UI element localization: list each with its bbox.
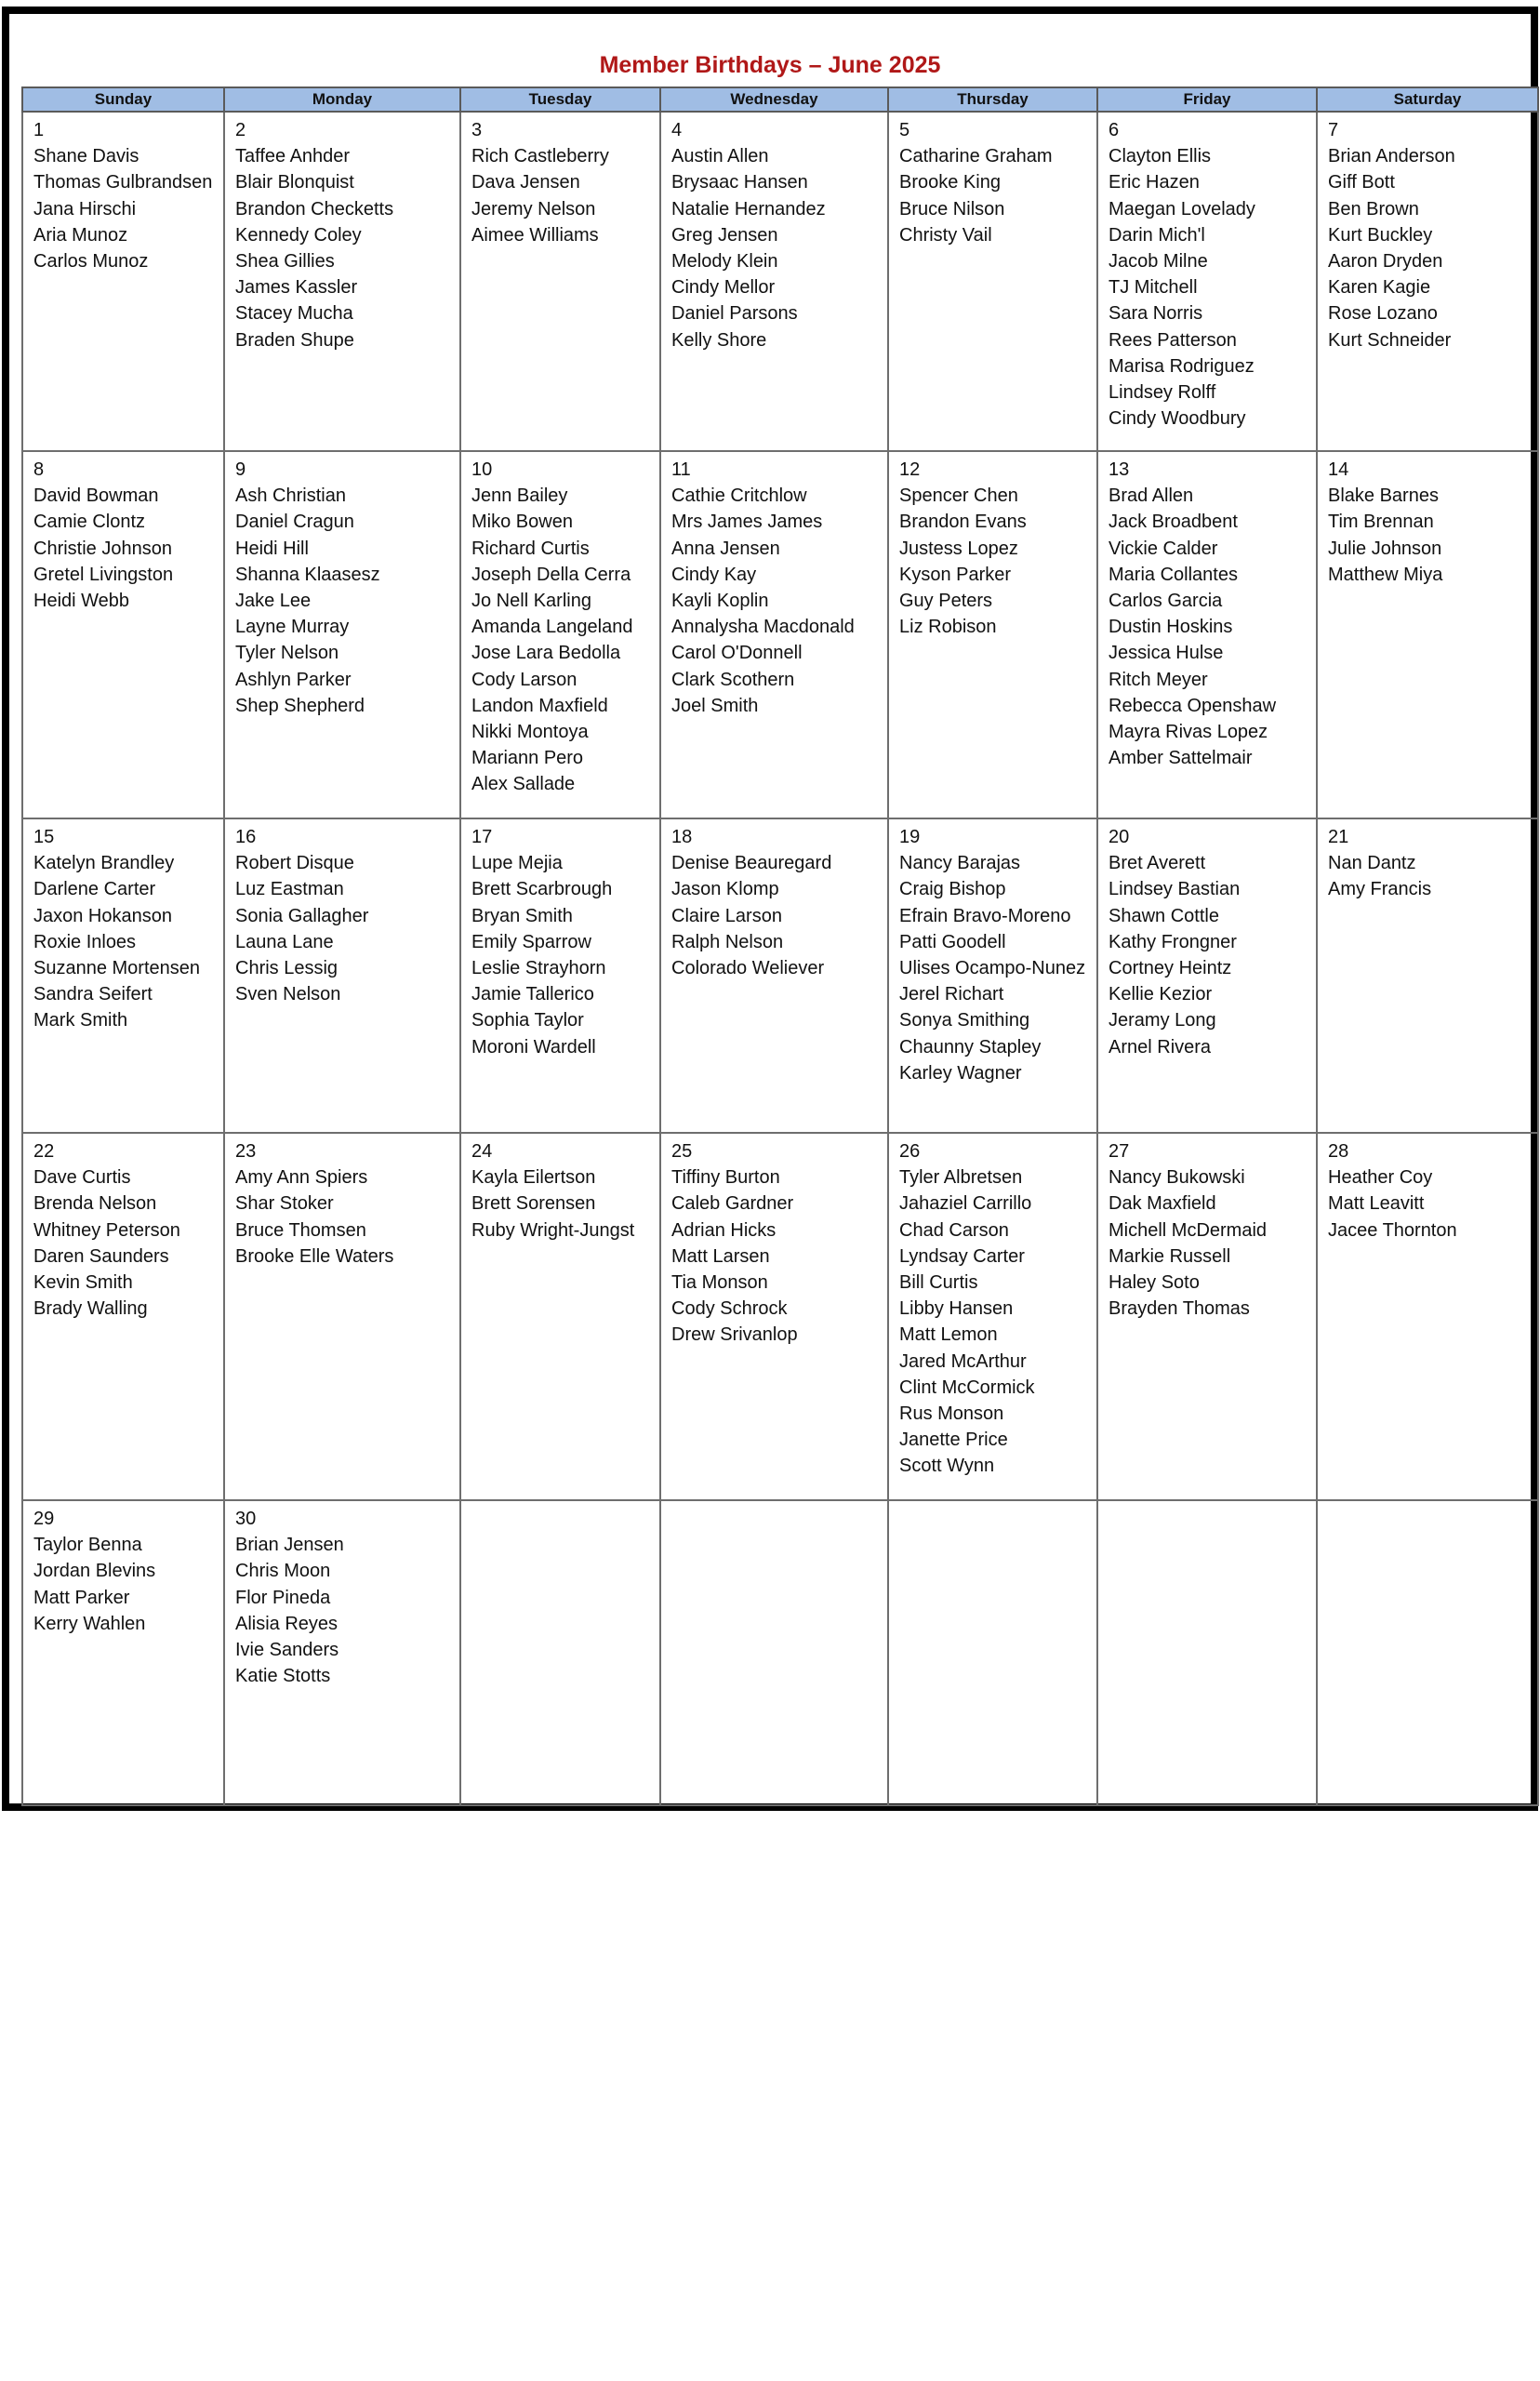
birthday-name: Brady Walling <box>33 1298 148 1320</box>
day-number: 25 <box>671 1141 693 1162</box>
birthday-name: Alex Sallade <box>471 774 576 795</box>
week-row <box>22 112 1538 451</box>
day-cell <box>1317 818 1538 1133</box>
birthday-name: Blair Blonquist <box>235 172 354 193</box>
birthday-name: Jo Nell Karling <box>471 591 591 612</box>
birthday-name: Brad Allen <box>1109 486 1194 507</box>
day-cell <box>1097 451 1317 818</box>
birthday-name: Brysaac Hansen <box>671 172 808 193</box>
birthday-name: Michell McDermaid <box>1109 1219 1268 1241</box>
birthday-name: Clark Scothern <box>671 669 795 690</box>
birthday-name: Lindsey Bastian <box>1109 879 1241 900</box>
day-number: 16 <box>235 827 257 847</box>
birthday-name: Jake Lee <box>235 591 312 612</box>
birthday-name: Patti Goodell <box>899 931 1006 952</box>
day-number: 26 <box>899 1141 921 1162</box>
day-cell <box>22 451 224 818</box>
birthday-name: Sara Norris <box>1109 303 1203 325</box>
birthday-name: Carol O'Donnell <box>671 643 803 664</box>
birthday-name: Jeremy Nelson <box>471 198 596 219</box>
birthday-name: Maegan Lovelady <box>1109 198 1255 219</box>
birthday-name: Rebecca Openshaw <box>1109 695 1277 716</box>
birthday-name: Chris Moon <box>235 1561 331 1582</box>
day-cell <box>460 1133 660 1500</box>
birthday-name: Cindy Mellor <box>671 277 776 299</box>
weekday-header-wednesday: Wednesday <box>660 87 888 112</box>
birthday-name: Kerry Wahlen <box>33 1613 146 1634</box>
birthday-name: Heather Coy <box>1328 1167 1433 1189</box>
day-number: 5 <box>899 120 910 140</box>
empty-day-cell <box>1317 1500 1538 1805</box>
birthday-name: Shar Stoker <box>235 1193 334 1215</box>
birthday-name: Jaxon Hokanson <box>33 905 172 926</box>
day-cell <box>1317 451 1538 818</box>
birthday-name: Kyson Parker <box>899 564 1012 585</box>
birthday-name: Heidi Webb <box>33 591 130 612</box>
birthday-name: Julie Johnson <box>1328 538 1442 559</box>
birthday-name: Daniel Cragun <box>235 512 354 533</box>
birthday-name: Libby Hansen <box>899 1298 1014 1320</box>
birthday-name: Clayton Ellis <box>1109 146 1212 167</box>
birthday-name: Ulises Ocampo-Nunez <box>899 958 1086 979</box>
day-number: 4 <box>671 120 683 140</box>
birthday-name: Tia Monson <box>671 1272 768 1294</box>
birthday-name: Tim Brennan <box>1328 512 1434 533</box>
birthday-name: Taffee Anhder <box>235 146 351 167</box>
birthday-name: Alisia Reyes <box>235 1613 339 1634</box>
birthday-name: Jana Hirschi <box>33 198 137 219</box>
birthday-name: Austin Allen <box>671 146 769 167</box>
birthday-name: Eric Hazen <box>1109 172 1200 193</box>
calendar-frame <box>2 7 1538 1811</box>
birthday-name: Melody Klein <box>671 251 778 273</box>
birthday-name: Landon Maxfield <box>471 695 608 716</box>
birthday-name: Jahaziel Carrillo <box>899 1193 1032 1215</box>
week-row <box>22 818 1538 1133</box>
day-number: 22 <box>33 1141 55 1162</box>
birthday-name: Ash Christian <box>235 486 346 507</box>
birthday-name: Brett Scarbrough <box>471 879 613 900</box>
day-number: 14 <box>1328 459 1349 480</box>
birthday-name: Amber Sattelmair <box>1109 748 1253 769</box>
weekday-header-friday: Friday <box>1097 87 1317 112</box>
birthday-name: Janette Price <box>899 1430 1008 1451</box>
birthday-name: Cody Larson <box>471 669 578 690</box>
birthday-name: Markie Russell <box>1109 1245 1231 1267</box>
birthday-name: Jacee Thornton <box>1328 1219 1457 1241</box>
weekday-header-row <box>22 87 1538 112</box>
day-cell <box>660 112 888 451</box>
birthday-name: Kayla Eilertson <box>471 1167 596 1189</box>
birthday-name: Stacey Mucha <box>235 303 353 325</box>
birthday-name: Mayra Rivas Lopez <box>1109 722 1268 743</box>
birthday-name: Bill Curtis <box>899 1272 978 1294</box>
weekday-header-monday: Monday <box>224 87 460 112</box>
day-cell <box>460 818 660 1133</box>
birthday-name: Lindsey Rolff <box>1109 382 1216 404</box>
birthday-name: Luz Eastman <box>235 879 344 900</box>
birthday-name: Ruby Wright-Jungst <box>471 1219 635 1241</box>
weekday-header-sunday: Sunday <box>22 87 224 112</box>
day-number: 21 <box>1328 827 1349 847</box>
day-number: 2 <box>235 120 246 140</box>
birthday-name: Matt Parker <box>33 1587 130 1608</box>
birthday-name: Jordan Blevins <box>33 1561 156 1582</box>
birthday-name: Jack Broadbent <box>1109 512 1238 533</box>
birthday-name: Karley Wagner <box>899 1062 1022 1084</box>
birthday-name: Layne Murray <box>235 617 350 638</box>
birthday-name: Greg Jensen <box>671 224 778 246</box>
birthday-name: Jenn Bailey <box>471 486 568 507</box>
day-cell <box>460 112 660 451</box>
birthday-name: Catharine Graham <box>899 146 1053 167</box>
day-cell <box>888 1133 1097 1500</box>
birthday-name: Matt Leavitt <box>1328 1193 1425 1215</box>
birthday-name: Spencer Chen <box>899 486 1018 507</box>
birthday-name: Christy Vail <box>899 224 992 246</box>
birthday-name: Amy Ann Spiers <box>235 1167 368 1189</box>
birthday-name: Ralph Nelson <box>671 931 784 952</box>
day-number: 30 <box>235 1509 257 1529</box>
birthday-name: Braden Shupe <box>235 329 354 351</box>
birthday-name: Adrian Hicks <box>671 1219 777 1241</box>
week-row <box>22 1133 1538 1500</box>
day-number: 1 <box>33 120 45 140</box>
birthday-name: Brian Jensen <box>235 1535 344 1556</box>
day-cell <box>22 1133 224 1500</box>
birthday-name: Cody Schrock <box>671 1298 788 1320</box>
birthday-name: Kennedy Coley <box>235 224 362 246</box>
birthday-name: Taylor Benna <box>33 1535 142 1556</box>
birthday-name: Sandra Seifert <box>33 984 153 1005</box>
birthday-name: Matthew Miya <box>1328 564 1443 585</box>
birthday-name: Sophia Taylor <box>471 1010 584 1031</box>
birthday-name: Annalysha Macdonald <box>671 617 855 638</box>
birthday-name: Carlos Munoz <box>33 251 149 273</box>
day-cell <box>224 818 460 1133</box>
birthday-name: Colorado Weliever <box>671 958 825 979</box>
birthday-name: Guy Peters <box>899 591 993 612</box>
birthday-name: Ben Brown <box>1328 198 1419 219</box>
birthday-name: Roxie Inloes <box>33 931 137 952</box>
birthday-name: Shane Davis <box>33 146 139 167</box>
day-number: 11 <box>671 459 691 480</box>
birthday-name: Rus Monson <box>899 1403 1004 1425</box>
birthday-name: Brian Anderson <box>1328 146 1455 167</box>
day-number: 8 <box>33 459 45 480</box>
day-number: 29 <box>33 1509 55 1529</box>
day-cell <box>224 451 460 818</box>
birthday-name: Shanna Klaasesz <box>235 564 380 585</box>
birthday-name: Cindy Kay <box>671 564 757 585</box>
birthday-name: Daren Saunders <box>33 1245 169 1267</box>
day-cell <box>224 1133 460 1500</box>
birthday-name: Justess Lopez <box>899 538 1018 559</box>
birthday-name: Kelly Shore <box>671 329 767 351</box>
birthday-name: Maria Collantes <box>1109 564 1238 585</box>
day-cell <box>1097 1133 1317 1500</box>
day-number: 3 <box>471 120 483 140</box>
birthday-name: Thomas Gulbrandsen <box>33 172 213 193</box>
day-cell <box>22 1500 224 1805</box>
birthday-name: Clint McCormick <box>899 1377 1035 1398</box>
weekday-header-tuesday: Tuesday <box>460 87 660 112</box>
birthday-name: Bryan Smith <box>471 905 573 926</box>
birthday-name: Jeramy Long <box>1109 1010 1216 1031</box>
birthday-name: Dak Maxfield <box>1109 1193 1216 1215</box>
birthday-name: Vickie Calder <box>1109 538 1218 559</box>
birthday-name: Jamie Tallerico <box>471 984 594 1005</box>
birthday-name: Jerel Richart <box>899 984 1004 1005</box>
day-number: 18 <box>671 827 693 847</box>
day-cell <box>888 112 1097 451</box>
day-cell <box>888 818 1097 1133</box>
birthday-name: Darlene Carter <box>33 879 156 900</box>
birthday-name: Joseph Della Cerra <box>471 564 631 585</box>
birthday-name: Marisa Rodriguez <box>1109 355 1255 377</box>
birthday-name: Craig Bishop <box>899 879 1006 900</box>
birthday-name: Brooke King <box>899 172 1001 193</box>
birthday-name: Christie Johnson <box>33 538 172 559</box>
birthday-name: Aimee Williams <box>471 224 599 246</box>
day-number: 23 <box>235 1141 257 1162</box>
weekday-header-thursday: Thursday <box>888 87 1097 112</box>
birthday-name: Brayden Thomas <box>1109 1298 1250 1320</box>
birthday-name: Mariann Pero <box>471 748 584 769</box>
birthday-name: Bret Averett <box>1109 853 1206 874</box>
birthday-name: Rich Castleberry <box>471 146 609 167</box>
birthday-name: Richard Curtis <box>471 538 590 559</box>
birthday-name: Jacob Milne <box>1109 251 1208 273</box>
birthday-name: Ritch Meyer <box>1109 669 1208 690</box>
day-number: 10 <box>471 459 493 480</box>
day-number: 6 <box>1109 120 1120 140</box>
birthday-name: Jared McArthur <box>899 1350 1027 1372</box>
birthday-name: Lyndsay Carter <box>899 1245 1025 1267</box>
calendar-table <box>21 86 1539 1806</box>
calendar-body <box>22 112 1538 1805</box>
birthday-name: Kayli Koplin <box>671 591 769 612</box>
birthday-name: Natalie Hernandez <box>671 198 826 219</box>
birthday-name: Leslie Strayhorn <box>471 958 606 979</box>
birthday-name: Shawn Cottle <box>1109 905 1219 926</box>
day-number: 20 <box>1109 827 1130 847</box>
birthday-name: Cathie Critchlow <box>671 486 807 507</box>
birthday-name: Mrs James James <box>671 512 823 533</box>
birthday-name: Launa Lane <box>235 931 334 952</box>
week-row <box>22 451 1538 818</box>
birthday-name: Bruce Nilson <box>899 198 1005 219</box>
birthday-name: TJ Mitchell <box>1109 277 1198 299</box>
birthday-name: Mark Smith <box>33 1010 128 1031</box>
birthday-name: Gretel Livingston <box>33 564 174 585</box>
birthday-name: David Bowman <box>33 486 159 507</box>
birthday-name: Shep Shepherd <box>235 695 365 716</box>
day-number: 12 <box>899 459 921 480</box>
birthday-name: Kathy Frongner <box>1109 931 1237 952</box>
birthday-name: Giff Bott <box>1328 172 1395 193</box>
birthday-name: Kurt Schneider <box>1328 329 1452 351</box>
birthday-name: Chad Carson <box>899 1219 1009 1241</box>
birthday-name: Amy Francis <box>1328 879 1432 900</box>
day-cell <box>888 451 1097 818</box>
birthday-name: Tiffiny Burton <box>671 1167 780 1189</box>
birthday-name: Joel Smith <box>671 695 759 716</box>
birthday-name: Caleb Gardner <box>671 1193 794 1215</box>
birthday-name: Moroni Wardell <box>471 1036 596 1057</box>
day-cell <box>1097 112 1317 451</box>
birthday-name: Whitney Peterson <box>33 1219 180 1241</box>
birthday-name: Aaron Dryden <box>1328 251 1443 273</box>
birthday-name: James Kassler <box>235 277 358 299</box>
day-cell <box>224 112 460 451</box>
birthday-name: Cindy Woodbury <box>1109 408 1246 430</box>
birthday-name: Ashlyn Parker <box>235 669 352 690</box>
birthday-name: Darin Mich'l <box>1109 224 1205 246</box>
day-cell <box>1097 818 1317 1133</box>
empty-day-cell <box>888 1500 1097 1805</box>
empty-day-cell <box>660 1500 888 1805</box>
birthday-name: Kurt Buckley <box>1328 224 1433 246</box>
day-cell <box>660 451 888 818</box>
birthday-name: Katelyn Brandley <box>33 853 175 874</box>
birthday-name: Arnel Rivera <box>1109 1036 1212 1057</box>
birthday-name: Anna Jensen <box>671 538 780 559</box>
birthday-name: Karen Kagie <box>1328 277 1431 299</box>
day-number: 13 <box>1109 459 1130 480</box>
birthday-name: Dustin Hoskins <box>1109 617 1233 638</box>
week-row <box>22 1500 1538 1805</box>
birthday-name: Shea Gillies <box>235 251 335 273</box>
birthday-name: Jessica Hulse <box>1109 643 1224 664</box>
birthday-name: Robert Disque <box>235 853 354 874</box>
day-cell <box>224 1500 460 1805</box>
birthday-name: Sonia Gallagher <box>235 905 369 926</box>
birthday-name: Emily Sparrow <box>471 931 591 952</box>
birthday-name: Miko Bowen <box>471 512 573 533</box>
birthday-name: Camie Clontz <box>33 512 146 533</box>
day-cell <box>1317 1133 1538 1500</box>
birthday-name: Flor Pineda <box>235 1587 331 1608</box>
day-cell <box>1317 112 1538 451</box>
weekday-header-saturday: Saturday <box>1317 87 1538 112</box>
page-title: Member Birthdays – June 2025 <box>599 52 941 78</box>
birthday-name: Brooke Elle Waters <box>235 1245 394 1267</box>
birthday-name: Chaunny Stapley <box>899 1036 1042 1057</box>
day-cell <box>22 818 224 1133</box>
day-number: 27 <box>1109 1141 1130 1162</box>
birthday-name: Brenda Nelson <box>33 1193 157 1215</box>
birthday-name: Dava Jensen <box>471 172 580 193</box>
day-number: 7 <box>1328 120 1339 140</box>
birthday-name: Scott Wynn <box>899 1456 995 1477</box>
birthday-name: Haley Soto <box>1109 1272 1200 1294</box>
birthday-name: Nancy Bukowski <box>1109 1167 1245 1189</box>
birthday-name: Blake Barnes <box>1328 486 1439 507</box>
birthday-name: Nikki Montoya <box>471 722 589 743</box>
birthday-name: Tyler Albretsen <box>899 1167 1023 1189</box>
empty-day-cell <box>1097 1500 1317 1805</box>
day-number: 28 <box>1328 1141 1349 1162</box>
birthday-name: Jose Lara Bedolla <box>471 643 621 664</box>
birthday-name: Brandon Evans <box>899 512 1027 533</box>
day-cell <box>22 112 224 451</box>
birthday-name: Denise Beauregard <box>671 853 832 874</box>
birthday-name: Drew Srivanlop <box>671 1324 798 1346</box>
day-number: 19 <box>899 827 921 847</box>
birthday-name: Matt Larsen <box>671 1245 770 1267</box>
birthday-name: Sonya Smithing <box>899 1010 1030 1031</box>
birthday-name: Dave Curtis <box>33 1167 131 1189</box>
day-number: 9 <box>235 459 246 480</box>
birthday-name: Nancy Barajas <box>899 853 1021 874</box>
birthday-name: Chris Lessig <box>235 958 339 979</box>
birthday-name: Bruce Thomsen <box>235 1219 366 1241</box>
day-number: 17 <box>471 827 493 847</box>
birthday-name: Liz Robison <box>899 617 997 638</box>
birthday-name: Tyler Nelson <box>235 643 339 664</box>
birthday-name: Lupe Mejia <box>471 853 563 874</box>
day-number: 15 <box>33 827 55 847</box>
birthday-name: Sven Nelson <box>235 984 341 1005</box>
birthday-name: Heidi Hill <box>235 538 309 559</box>
day-number: 24 <box>471 1141 493 1162</box>
day-cell <box>460 451 660 818</box>
birthday-name: Rose Lozano <box>1328 303 1438 325</box>
birthday-name: Aria Munoz <box>33 224 128 246</box>
birthday-name: Efrain Bravo-Moreno <box>899 905 1071 926</box>
birthday-name: Amanda Langeland <box>471 617 633 638</box>
birthday-name: Nan Dantz <box>1328 853 1416 874</box>
birthday-name: Matt Lemon <box>899 1324 998 1346</box>
birthday-name: Jason Klomp <box>671 879 779 900</box>
birthday-name: Carlos Garcia <box>1109 591 1223 612</box>
birthday-name: Suzanne Mortensen <box>33 958 201 979</box>
birthday-name: Daniel Parsons <box>671 303 798 325</box>
birthday-name: Brandon Checketts <box>235 198 394 219</box>
day-cell <box>660 1133 888 1500</box>
birthday-name: Claire Larson <box>671 905 782 926</box>
birthday-name: Kellie Kezior <box>1109 984 1213 1005</box>
birthday-name: Kevin Smith <box>33 1272 133 1294</box>
birthday-name: Cortney Heintz <box>1109 958 1232 979</box>
day-cell <box>660 818 888 1133</box>
empty-day-cell <box>460 1500 660 1805</box>
birthday-name: Ivie Sanders <box>235 1640 339 1661</box>
birthday-name: Rees Patterson <box>1109 329 1237 351</box>
birthday-name: Katie Stotts <box>235 1666 331 1687</box>
birthday-name: Brett Sorensen <box>471 1193 596 1215</box>
